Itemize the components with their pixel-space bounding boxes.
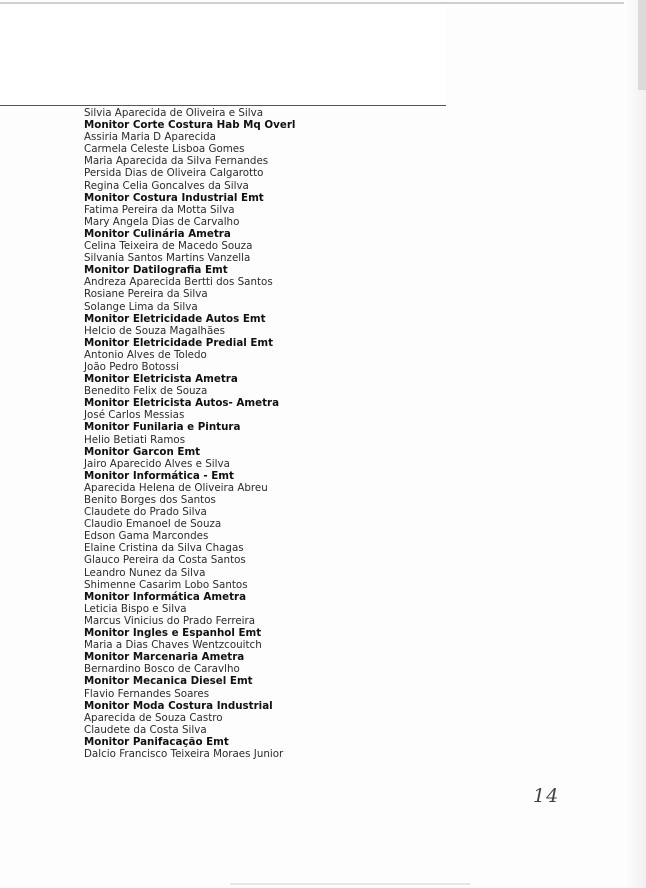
person-name: Benito Borges dos Santos: [84, 494, 216, 506]
person-name: Claudete da Costa Silva: [84, 723, 207, 736]
person-name: José Carlos Messias: [84, 409, 185, 422]
role-heading: Monitor Moda Costura Industrial: [84, 699, 273, 712]
role-heading: Monitor Garcon Emt: [84, 445, 201, 458]
scan-bottom-edge: [230, 883, 470, 885]
person-name: Maria a Dias Chaves Wentzcouitch: [84, 639, 262, 652]
role-heading: Monitor Costura Industrial Emt: [84, 191, 264, 204]
role-heading: Monitor Corte Costura Hab Mq Overl: [84, 119, 296, 132]
person-name: Dalcio Francisco Teixeira Moraes Junior: [84, 747, 284, 760]
person-name: Mary Angela Dias de Carvalho: [84, 215, 240, 228]
monitor-name-list: [84, 107, 464, 760]
person-name: Aparecida Helena de Oliveira Abreu: [84, 481, 268, 494]
person-name: Bernardino Bosco de Caravlho: [84, 663, 240, 676]
person-name: Carmela Celeste Lisboa Gomes: [84, 143, 245, 156]
overlay-blank-sheet: [0, 4, 446, 106]
role-heading: Monitor Panifacação Emt: [84, 735, 229, 748]
person-name: Rosiane Pereira da Silva: [84, 288, 208, 301]
person-name: Silvia Aparecida de Oliveira e Silva: [84, 107, 264, 119]
role-heading: Monitor Datilografia Emt: [84, 264, 228, 277]
person-name: Helio Betiati Ramos: [84, 433, 186, 446]
person-name: Andreza Aparecida Bertti dos Santos: [84, 276, 273, 289]
person-name: Marcus Vinicius do Prado Ferreira: [84, 614, 256, 627]
person-name: Shimenne Casarim Lobo Santos: [84, 578, 248, 591]
role-heading: Monitor Mecanica Diesel Emt: [84, 675, 253, 688]
person-name: Helcio de Souza Magalhães: [84, 324, 225, 337]
person-name: Flavio Fernandes Soares: [84, 687, 210, 700]
role-heading: Monitor Ingles e Espanhol Emt: [84, 627, 262, 640]
person-name: Celina Teixeira de Macedo Souza: [84, 240, 253, 253]
person-name: Leandro Nunez da Silva: [84, 566, 206, 579]
person-name: Silvania Santos Martins Vanzella: [84, 252, 251, 265]
scan-right-edge: [624, 0, 646, 888]
person-name: Edson Gama Marcondes: [84, 530, 209, 543]
role-heading: Monitor Informática Ametra: [84, 590, 247, 603]
person-name: João Pedro Botossi: [84, 360, 179, 373]
person-name: Antonio Alves de Toledo: [84, 348, 207, 361]
scan-right-shade: [638, 0, 646, 90]
role-heading: Monitor Eletricista Ametra: [84, 373, 238, 386]
role-heading: Monitor Marcenaria Ametra: [84, 651, 245, 664]
person-name: Elaine Cristina da Silva Chagas: [84, 542, 244, 555]
handwritten-page-number: 14: [533, 785, 560, 807]
person-name: Claudio Emanoel de Souza: [84, 518, 222, 531]
person-name: Fatima Pereira da Motta Silva: [84, 203, 235, 216]
role-heading: Monitor Funilaria e Pintura: [84, 421, 241, 434]
person-name: Maria Aparecida da Silva Fernandes: [84, 155, 269, 168]
role-heading: Monitor Informática - Emt: [84, 469, 234, 482]
person-name: Regina Celia Goncalves da Silva: [84, 179, 249, 192]
person-name: Claudete do Prado Silva: [84, 506, 207, 519]
person-name: Solange Lima da Silva: [84, 300, 198, 313]
person-name: Assiria Maria D Aparecida: [84, 131, 216, 144]
person-name: Glauco Pereira da Costa Santos: [84, 554, 246, 567]
role-heading: Monitor Eletricidade Predial Emt: [84, 336, 274, 349]
role-heading: Monitor Culinária Ametra: [84, 227, 231, 240]
person-name: Leticia Bispo e Silva: [84, 602, 187, 615]
person-name: Jairo Aparecido Alves e Silva: [84, 457, 230, 470]
person-name: Persida Dias de Oliveira Calgarotto: [84, 167, 264, 180]
role-heading: Monitor Eletricidade Autos Emt: [84, 312, 266, 325]
role-heading: Monitor Eletricista Autos- Ametra: [84, 397, 280, 410]
person-name: Benedito Felix de Souza: [84, 385, 208, 398]
person-name: Aparecida de Souza Castro: [84, 711, 223, 724]
